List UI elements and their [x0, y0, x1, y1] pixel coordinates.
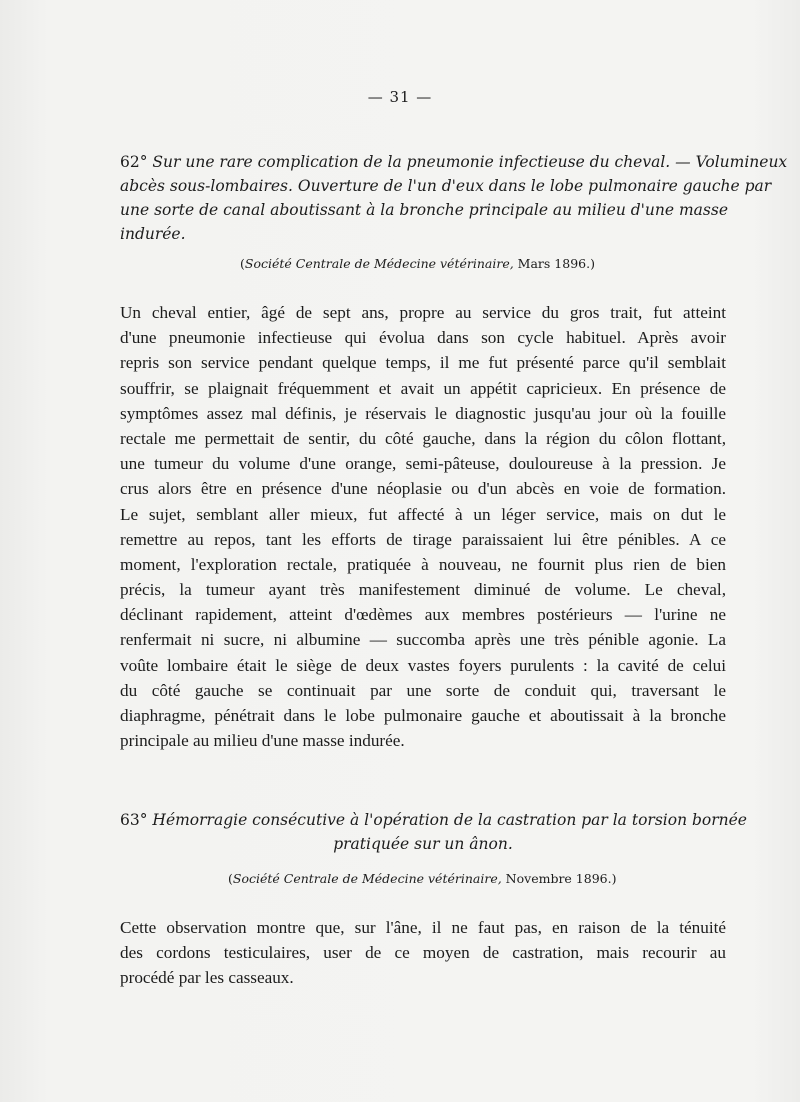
- heading-line: indurée.: [120, 225, 186, 243]
- body-line: déclinant rapidement, atteint d'œdèmes aux membres postérieurs — l'urine ne: [120, 605, 726, 625]
- heading-line: une sorte de canal aboutissant à la bronche principale au milieu d'une masse: [120, 201, 728, 219]
- page-number: — 31 —: [367, 88, 433, 106]
- body-line: des cordons testiculaires, user de ce moyen de castration, mais recourir au: [120, 943, 726, 963]
- body-line: rectale me permettait de sentir, du côté gauche, dans la région du côlon flottant,: [120, 428, 726, 448]
- entry-63-heading: [120, 808, 747, 856]
- heading-line: 63° Hémorragie consécutive à l'opération de la castration par la torsion bornée: [120, 811, 747, 829]
- heading-line: 62° Sur une rare complication de la pneumonie infectieuse du cheval. — Volumineux: [120, 153, 788, 171]
- entry-number: 62°: [120, 153, 148, 171]
- entry-62-source: (Société Centrale de Médecine vétérinaire, Mars 1896.): [240, 256, 595, 271]
- entry-number: 63°: [120, 811, 148, 829]
- entry-62-body: [120, 300, 726, 753]
- body-line: procédé par les casseaux.: [120, 968, 294, 988]
- body-line: d'une pneumonie infectieuse qui évolua dans son cycle habituel. Après avoir: [120, 328, 726, 348]
- body-line: Le sujet, semblant aller mieux, fut affecté à un léger service, mais on dut le: [120, 504, 726, 524]
- heading-line: pratiquée sur un ânon.: [333, 835, 513, 853]
- body-line: repris son service pendant quelque temps, il me fut présenté parce qu'il semblait: [120, 353, 726, 373]
- body-line: souffrir, se plaignait fréquemment et avait un appétit capricieux. En présence de: [120, 378, 726, 398]
- body-line: remettre au repos, tant les efforts de tirage paraissaient lui être pénibles. A ce: [120, 529, 726, 549]
- body-line: renfermait ni sucre, ni albumine — succomba après une très pénible agonie. La: [120, 630, 726, 650]
- body-line: principale au milieu d'une masse indurée.: [120, 731, 405, 751]
- body-line: précis, la tumeur ayant très manifestement diminué de volume. Le cheval,: [120, 580, 726, 600]
- entry-62-heading: [120, 150, 788, 246]
- body-line: Un cheval entier, âgé de sept ans, propre au service du gros trait, fut atteint: [120, 303, 726, 322]
- entry-63-source: (Société Centrale de Médecine vétérinaire, Novembre 1896.): [228, 871, 617, 886]
- body-line: moment, l'exploration rectale, pratiquée à nouveau, ne fournit plus rien de bien: [120, 554, 726, 574]
- body-line: symptômes assez mal définis, je réservais le diagnostic jusqu'au jour où la fouille: [120, 403, 726, 423]
- body-line: crus alors être en présence d'une néoplasie ou d'un abcès en voie de formation.: [120, 479, 726, 499]
- body-line: voûte lombaire était le siège de deux vastes foyers purulents : la cavité de celui: [120, 655, 726, 675]
- heading-line: abcès sous-lombaires. Ouverture de l'un d'eux dans le lobe pulmonaire gauche par: [120, 177, 772, 195]
- body-line: diaphragme, pénétrait dans le lobe pulmonaire gauche et aboutissait à la bronche: [120, 706, 726, 725]
- entry-63-body: [120, 915, 726, 991]
- body-line: une tumeur du volume d'une orange, semi-pâteuse, douloureuse à la pression. Je: [120, 454, 726, 474]
- body-line: Cette observation montre que, sur l'âne, il ne faut pas, en raison de la ténuité: [120, 918, 726, 937]
- body-line: du côté gauche se continuait par une sorte de conduit qui, traversant le: [120, 680, 726, 700]
